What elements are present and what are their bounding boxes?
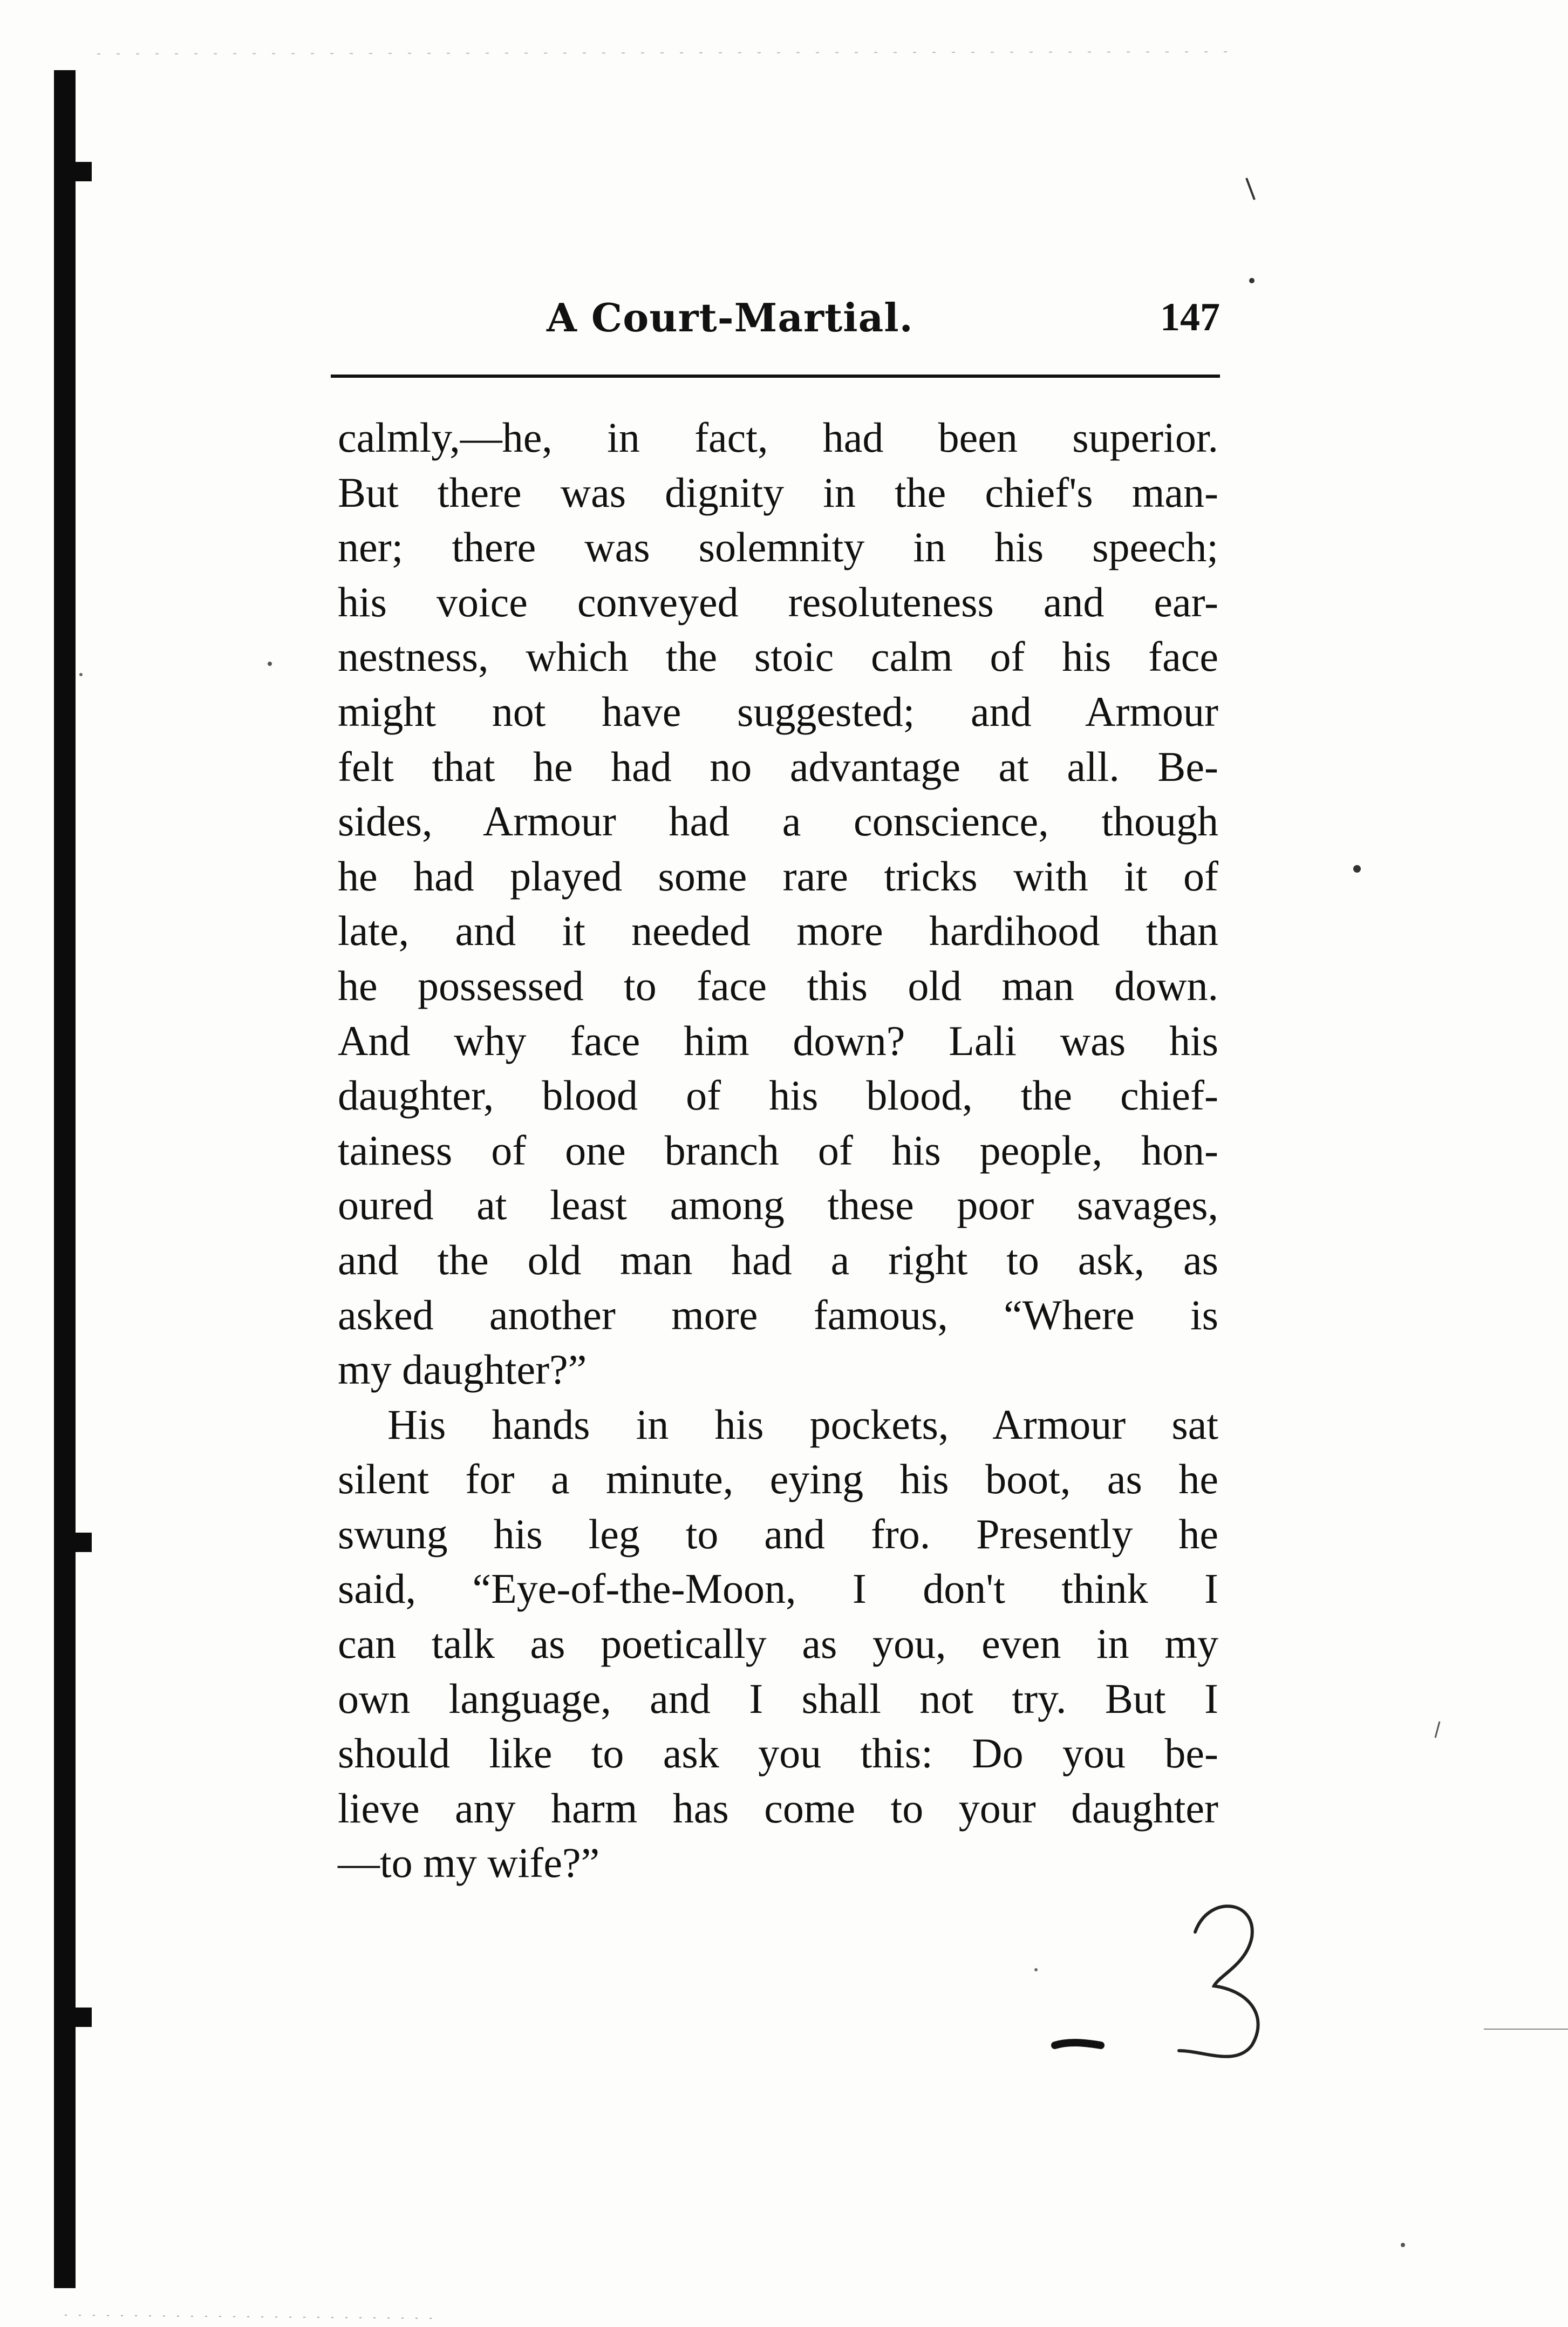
text-line: tainess of one branch of his people, hon- (338, 1126, 1218, 1174)
pencil-tick-mark (1246, 178, 1255, 200)
text-line: he possessed to face this old man down. (338, 962, 1218, 1009)
scan-speck (1249, 278, 1255, 283)
text-line: lieve any harm has come to your daughter (338, 1784, 1218, 1832)
page-number: 147 (1160, 295, 1220, 339)
pencil-tick-mark (1435, 1722, 1440, 1738)
paragraph-1 (338, 410, 1218, 1397)
text-line: should like to ask you this: Do you be- (338, 1730, 1218, 1777)
text-line: —to my wife?” (338, 1839, 600, 1887)
text-line: oured at least among these poor savages, (338, 1181, 1218, 1229)
scan-top-noise (97, 52, 1241, 54)
text-line: he had played some rare tricks with it of (338, 852, 1218, 900)
header-rule (331, 375, 1220, 378)
text-line: calmly,—he, in fact, had been superior. (338, 414, 1218, 461)
text-line: asked another more famous, “Where is (338, 1291, 1218, 1338)
text-line: late, and it needed more hardihood than (338, 907, 1218, 955)
scan-bottom-noise (65, 2315, 432, 2318)
text-line: can talk as poetically as you, even in my (338, 1620, 1218, 1668)
body-text (338, 410, 1218, 1890)
text-line: own language, and I shall not try. But I (338, 1675, 1218, 1722)
scan-speck (268, 662, 272, 666)
scan-speck (79, 673, 83, 676)
text-line: might not have suggested; and Armour (338, 688, 1218, 735)
text-line: and the old man had a right to ask, as (338, 1236, 1218, 1283)
scan-binding-notch (76, 2008, 92, 2027)
running-head (331, 295, 1220, 359)
text-line: his voice conveyed resoluteness and ear- (338, 578, 1218, 625)
text-line: His hands in his pockets, Armour sat (387, 1400, 1218, 1448)
scan-speck (1353, 865, 1361, 873)
text-line: daughter, blood of his blood, the chief- (338, 1072, 1218, 1119)
running-head-title: A Court-Martial. (547, 295, 913, 341)
scan-speck (1034, 1968, 1038, 1971)
text-line: sides, Armour had a conscience, though (338, 798, 1218, 845)
text-line: felt that he had no advantage at all. Be- (338, 743, 1218, 790)
scan-speck (1401, 2243, 1405, 2247)
paragraph-2 (338, 1397, 1218, 1890)
scan-binding-notch (76, 162, 92, 181)
pencil-dash-mark (1055, 2043, 1101, 2045)
text-line: my daughter?” (338, 1346, 587, 1393)
text-line: swung his leg to and fro. Presently he (338, 1510, 1218, 1557)
text-line: said, “Eye-of-the-Moon, I don't think I (338, 1565, 1218, 1612)
scan-binding-edge (54, 70, 76, 2288)
scan-binding-notch (76, 1533, 92, 1552)
text-line: ner; there was solemnity in his speech; (338, 523, 1218, 571)
text-line: But there was dignity in the chief's man- (338, 468, 1218, 516)
pencil-numeral-mark (1179, 1906, 1258, 2057)
text-line: And why face him down? Lali was his (338, 1017, 1218, 1064)
text-line: silent for a minute, eying his boot, as he (338, 1455, 1218, 1503)
text-line: nestness, which the stoic calm of his face (338, 633, 1218, 681)
